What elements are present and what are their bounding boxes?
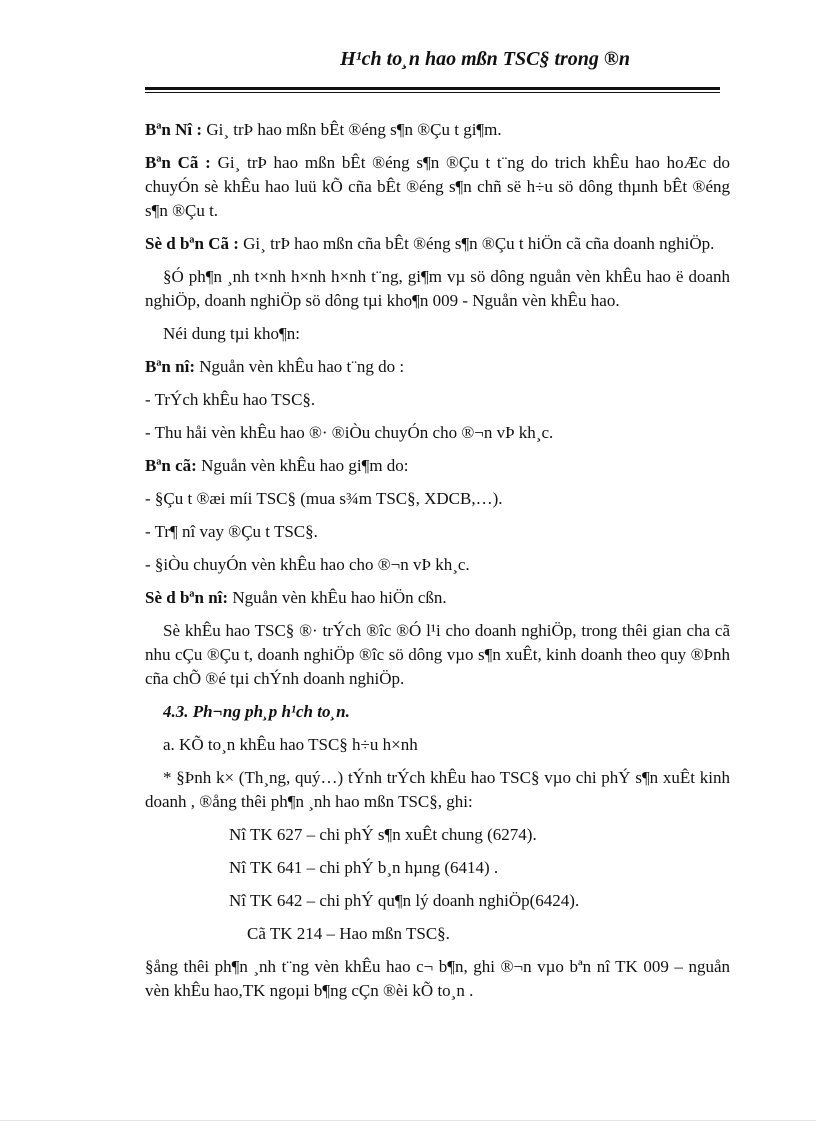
- list-item-dieu-chuyen-von: - §iÒu chuyÓn vèn khÊu hao cho ®¬n vÞ kh¸c.: [145, 555, 470, 574]
- paragraph-dong-thoi: §ång thêi ph¶n ¸nh t¨ng vèn khÊu hao c¬ b¶n, ghi ®¬n vµo bªn nî TK 009 – nguån vèn khÊu hao,TK ngoµi b¶ng cÇn ®èi kÕ to¸n .: [145, 957, 730, 1000]
- list-item-thu-hoi-von: - Thu håi vèn khÊu hao ®· ®iÒu chuyÓn cho ®¬n vÞ kh¸c.: [145, 423, 554, 442]
- text-ben-co: Gi¸ trÞ hao mßn bÊt ®éng s¶n ®Çu t t¨ng do trich khÊu hao hoÆc do chuyÓn sè khÊu hao luü kÕ cña bÊt ®éng s¶n chñ së h÷u sö dông thµnh bÊt ®éng s¶n ®Çu t.: [145, 153, 731, 220]
- label-so-du-ben-no: Sè d bªn nî:: [145, 588, 229, 607]
- text-ben-co-009: Nguån vèn khÊu hao gi¶m do:: [196, 456, 409, 475]
- paragraph-ben-co-009: [145, 454, 730, 478]
- paragraph-ben-co: [145, 151, 730, 223]
- label-ben-no: Bªn Nî :: [145, 120, 203, 139]
- text-so-du-ben-no: Nguån vèn khÊu hao hiÖn cßn.: [228, 588, 447, 607]
- page-bottom-edge: [0, 1120, 816, 1121]
- header-rule-thick: [145, 87, 720, 90]
- text-so-du-ben-co: Gi¸ trÞ hao mßn cña bÊt ®éng s¶n ®Çu t hiÖn cã cña doanh nghiÖp.: [238, 234, 715, 253]
- running-header-title: H¹ch to¸n hao mßn TSC§ trong ®n: [340, 48, 630, 70]
- text-ben-no: Gi¸ trÞ hao mßn bÊt ®éng s¶n ®Çu t gi¶m.: [202, 120, 502, 139]
- paragraph-account-content: Néi dung tµi kho¶n:: [163, 324, 300, 343]
- paragraph-ben-no-009: [145, 355, 730, 379]
- entry-no-tk-642: Nî TK 642 – chi phÝ qu¶n lý doanh nghiÖp(6424).: [229, 891, 580, 910]
- paragraph-so-du-ben-no: [145, 586, 730, 610]
- text-ben-no-009: Nguån vèn khÊu hao t¨ng do :: [194, 357, 405, 376]
- paragraph-account-009-intro: §Ó ph¶n ¸nh t×nh h×nh h×nh t¨ng, gi¶m vµ sö dông nguån vèn khÊu hao ë doanh nghiÖp, doanh nghiÖp sö dông tµi kho¶n 009 - Nguån vèn khÊu hao.: [145, 267, 730, 310]
- list-item-trich-khau-hao: - TrÝch khÊu hao TSC§.: [145, 390, 316, 409]
- body-text: [145, 118, 730, 1012]
- section-heading-4-3: 4.3. Ph¬ng ph¸p h¹ch to¸n.: [163, 702, 350, 721]
- entry-no-tk-641: Nî TK 641 – chi phÝ b¸n hµng (6414) .: [229, 858, 499, 877]
- paragraph-su-dung-von-khau-hao: Sè khÊu hao TSC§ ®· trÝch ®îc ®Ó l¹i cho doanh nghiÖp, trong thêi gian cha cã nhu cÇu ®Çu t, doanh nghiÖp ®îc sö dông vµo s¶n xuÊt, kinh doanh theo quy ®Þnh cña chÕ ®é tµi chÝnh doanh nghiÖp.: [145, 621, 730, 688]
- label-ben-co: Bªn Cã :: [145, 153, 211, 172]
- list-item-dau-tu-doi-moi: - §Çu t ®æi míi TSC§ (mua s¾m TSC§, XDCB,…).: [145, 489, 503, 508]
- entry-co-tk-214: Cã TK 214 – Hao mßn TSC§.: [247, 924, 450, 943]
- entry-no-tk-627: Nî TK 627 – chi phÝ s¶n xuÊt chung (6274).: [229, 825, 537, 844]
- paragraph-dinh-ky: * §Þnh k× (Th¸ng, quý…) tÝnh trÝch khÊu hao TSC§ vµo chi phÝ s¶n xuÊt kinh doanh , ®ång thêi ph¶n ¸nh hao mßn TSC§, ghi:: [145, 768, 730, 811]
- header-rule-thin: [145, 92, 720, 93]
- list-item-tra-no-vay: - Tr¶ nî vay ®Çu t TSC§.: [145, 522, 318, 541]
- paragraph-so-du-ben-co: [145, 232, 730, 256]
- label-so-du-ben-co: Sè d bªn Cã :: [145, 234, 239, 253]
- label-ben-no-009: Bªn nî:: [145, 357, 195, 376]
- subsection-a: a. KÕ to¸n khÊu hao TSC§ h÷u h×nh: [163, 735, 418, 754]
- paragraph-ben-no: [145, 118, 730, 142]
- label-ben-co-009: Bªn cã:: [145, 456, 197, 475]
